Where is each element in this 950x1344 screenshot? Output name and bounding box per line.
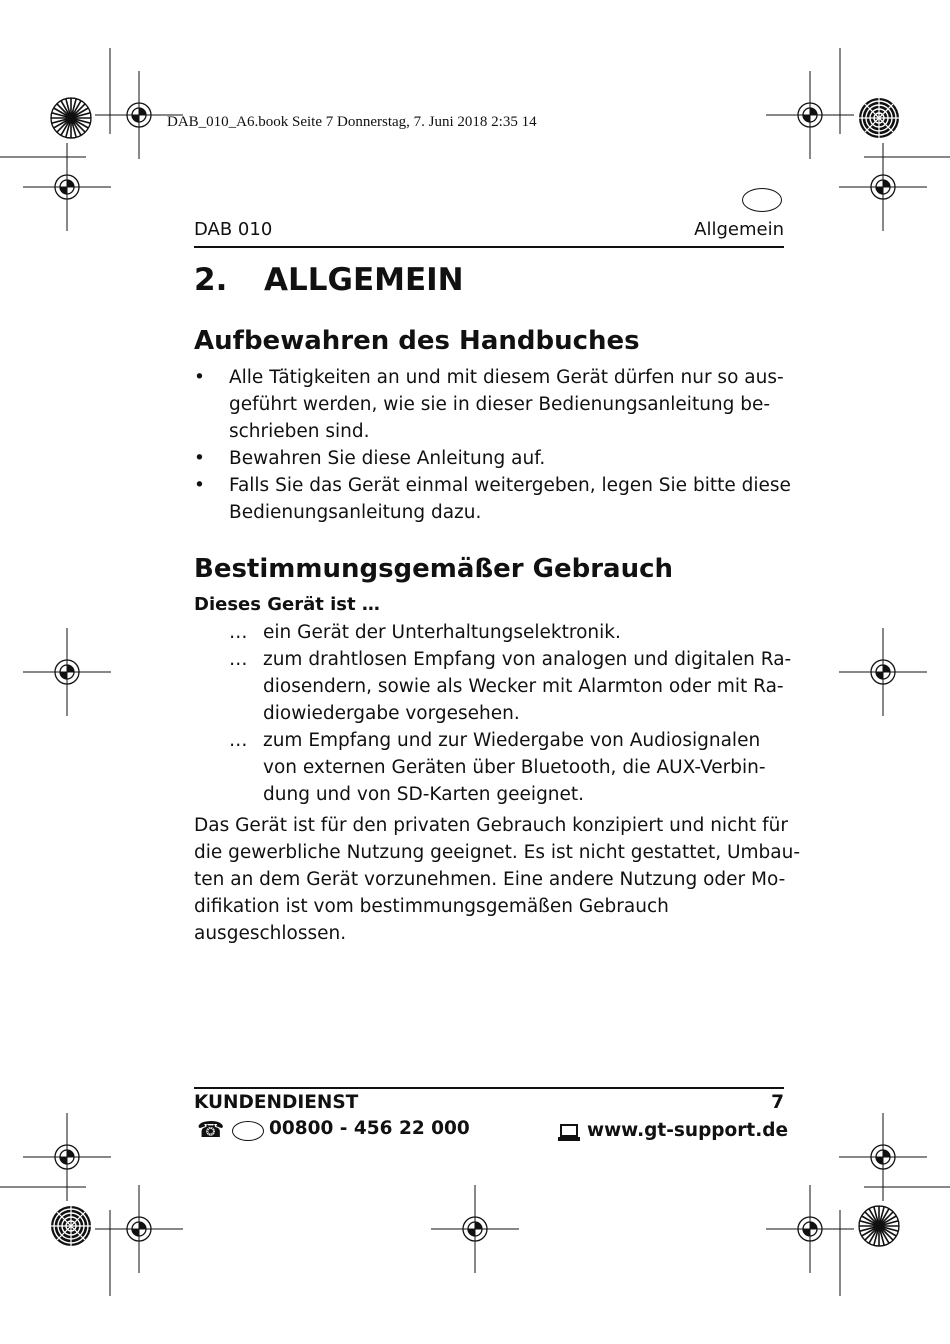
storage-bullet-list <box>194 364 794 526</box>
list-item: … zum Empfang und zur Wiedergabe von Audiosignalen von externen Geräten über Bluetooth, die AUX-Verbin- dung und von SD-Karten geeignet. <box>194 727 794 808</box>
intended-use-subheading: Dieses Gerät ist … <box>194 594 380 615</box>
bullet-mark: • <box>194 448 205 469</box>
language-oval-mark <box>232 1121 264 1141</box>
header-rule <box>194 246 784 248</box>
ellipsis-mark: … <box>229 649 248 670</box>
bullet-mark: • <box>194 475 205 496</box>
list-item: … zum drahtlosen Empfang von analogen und digitalen Ra- diosendern, sowie als Wecker mit Alarmton oder mit Ra- diowiedergabe vorgesehen. <box>194 646 794 727</box>
footer-phone-number: 00800 - 456 22 000 <box>269 1118 470 1139</box>
ellipsis-mark: … <box>229 622 248 643</box>
intended-use-list <box>194 619 794 808</box>
intended-use-paragraph: Das Gerät ist für den privaten Gebrauch konzipiert und nicht für die gewerbliche Nutzung geeignet. Es ist nicht gestattet, Umbau- ten an dem Gerät vorzunehmen. Eine andere Nutzung oder Mo- difikation ist vom bestimmungsgemäßen Gebrauch ausgeschlossen. <box>194 815 801 944</box>
chapter-number: 2. <box>194 262 228 298</box>
print-slug-line: DAB_010_A6.book Seite 7 Donnerstag, 7. Juni 2018 2:35 14 <box>167 114 537 130</box>
list-item: • Bewahren Sie diese Anleitung auf. <box>194 445 794 472</box>
running-header-section: Allgemein <box>694 219 784 240</box>
list-item: … ein Gerät der Unterhaltungselektronik. <box>194 619 794 646</box>
page-number: 7 <box>771 1092 784 1113</box>
telephone-icon: ☎ <box>197 1118 225 1143</box>
language-oval-mark <box>742 188 782 212</box>
chapter-title: ALLGEMEIN <box>264 262 464 298</box>
section-heading-intended-use: Bestimmungsgemäßer Gebrauch <box>194 554 674 584</box>
chapter-heading <box>194 262 464 298</box>
footer-service-title: KUNDENDIENST <box>194 1092 359 1113</box>
list-item: • Alle Tätigkeiten an und mit diesem Gerät dürfen nur so aus- geführt werden, wie sie in dieser Bedienungsanleitung be- schrieben sind. <box>194 364 794 445</box>
ellipsis-mark: … <box>229 730 248 751</box>
list-item: • Falls Sie das Gerät einmal weitergeben, legen Sie bitte diese Bedienungsanleitung dazu. <box>194 472 794 526</box>
bullet-mark: • <box>194 367 205 388</box>
laptop-icon <box>558 1124 580 1142</box>
footer-website-link[interactable]: www.gt-support.de <box>587 1120 789 1141</box>
footer-rule <box>194 1087 784 1089</box>
running-header-model: DAB 010 <box>194 219 273 240</box>
section-heading-storage: Aufbewahren des Handbuches <box>194 326 640 356</box>
